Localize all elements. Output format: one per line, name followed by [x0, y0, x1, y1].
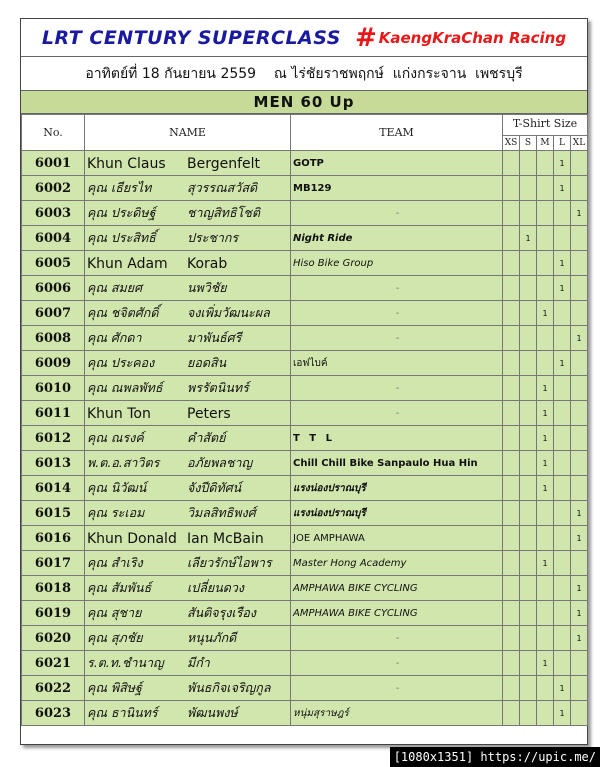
rider-team: -: [291, 651, 503, 676]
size-cell-xl: [571, 551, 588, 576]
rider-last-name: นพวิชัย: [187, 280, 227, 296]
size-cell-s: [520, 351, 537, 376]
table-row: [22, 626, 588, 651]
size-cell-m: 1: [537, 476, 554, 501]
size-cell-xs: [503, 326, 520, 351]
table-row: [22, 601, 588, 626]
rider-team: Hiso Bike Group: [291, 251, 503, 276]
size-cell-xs: [503, 376, 520, 401]
table-row: [22, 576, 588, 601]
rider-team: หนุ่มสุราษฎร์: [291, 701, 503, 726]
size-cell-m: [537, 251, 554, 276]
size-cell-s: [520, 601, 537, 626]
rider-team: แรงน่องปราณบุรี: [291, 501, 503, 526]
size-cell-xl: 1: [571, 326, 588, 351]
rider-team: เอฟไบค์: [291, 351, 503, 376]
rider-number: 6007: [22, 301, 85, 326]
rider-name: [85, 326, 291, 351]
size-cell-s: [520, 251, 537, 276]
size-cell-xs: [503, 676, 520, 701]
rider-number: 6017: [22, 551, 85, 576]
rider-team: JOE AMPHAWA: [291, 526, 503, 551]
rider-name: [85, 176, 291, 201]
rider-number: 6001: [22, 151, 85, 176]
rider-name: [85, 201, 291, 226]
rider-number: 6006: [22, 276, 85, 301]
rider-name: [85, 151, 291, 176]
size-cell-l: 1: [554, 276, 571, 301]
size-cell-l: 1: [554, 701, 571, 726]
rider-first-name: คุณ สำเริง: [87, 555, 143, 571]
size-cell-l: [554, 601, 571, 626]
size-cell-m: [537, 351, 554, 376]
rider-table: [21, 114, 588, 726]
rider-rows: [22, 151, 588, 726]
size-cell-xl: 1: [571, 601, 588, 626]
size-cell-s: 1: [520, 226, 537, 251]
rider-last-name: จงเพิ่มวัฒนะผล: [187, 305, 270, 321]
rider-first-name: Khun Adam: [87, 256, 168, 272]
rider-number: 6010: [22, 376, 85, 401]
rider-name: [85, 601, 291, 626]
rider-name: [85, 401, 291, 426]
table-row: [22, 426, 588, 451]
rider-last-name: วิมลสิทธิพงศ์: [187, 505, 256, 521]
rider-number: 6020: [22, 626, 85, 651]
size-cell-s: [520, 501, 537, 526]
table-row: [22, 701, 588, 726]
size-cell-l: [554, 476, 571, 501]
table-row: [22, 176, 588, 201]
size-cell-s: [520, 176, 537, 201]
size-cell-xs: [503, 176, 520, 201]
size-cell-m: [537, 576, 554, 601]
size-cell-m: [537, 501, 554, 526]
size-cell-m: [537, 526, 554, 551]
size-cell-l: 1: [554, 351, 571, 376]
rider-first-name: คุณ พิสิษฐ์: [87, 680, 142, 696]
rider-name: [85, 626, 291, 651]
rider-team: -: [291, 676, 503, 701]
rider-name: [85, 526, 291, 551]
rider-last-name: อภัยพลชาญ: [187, 455, 253, 471]
column-header-team: TEAM: [291, 115, 503, 151]
size-cell-m: [537, 201, 554, 226]
size-cell-l: [554, 526, 571, 551]
size-header-xs: XS: [503, 136, 520, 151]
size-cell-s: [520, 451, 537, 476]
size-cell-xs: [503, 576, 520, 601]
rider-team: -: [291, 376, 503, 401]
rider-first-name: ร.ต.ท.ชำนาญ: [87, 655, 164, 671]
size-cell-xs: [503, 451, 520, 476]
size-cell-xs: [503, 251, 520, 276]
size-cell-xs: [503, 351, 520, 376]
rider-number: 6011: [22, 401, 85, 426]
rider-team: Master Hong Academy: [291, 551, 503, 576]
size-cell-xl: [571, 176, 588, 201]
size-cell-xl: [571, 226, 588, 251]
table-row: [22, 376, 588, 401]
rider-team: AMPHAWA BIKE CYCLING: [291, 576, 503, 601]
size-cell-xs: [503, 301, 520, 326]
rider-last-name: Bergenfelt: [187, 156, 261, 172]
size-cell-xs: [503, 551, 520, 576]
rider-name: [85, 551, 291, 576]
rider-last-name: ประชากร: [187, 230, 239, 246]
size-cell-l: [554, 576, 571, 601]
size-cell-xs: [503, 701, 520, 726]
size-header-s: S: [520, 136, 537, 151]
rider-number: 6021: [22, 651, 85, 676]
table-row: [22, 551, 588, 576]
rider-first-name: คุณ ระเอม: [87, 505, 145, 521]
size-cell-xl: [571, 401, 588, 426]
table-row: [22, 651, 588, 676]
size-cell-xl: 1: [571, 626, 588, 651]
size-cell-xs: [503, 276, 520, 301]
size-cell-s: [520, 326, 537, 351]
size-header-xl: XL: [571, 136, 588, 151]
title-bar: [21, 19, 587, 57]
hashtag-symbol: #: [354, 22, 377, 53]
size-cell-xl: [571, 151, 588, 176]
rider-first-name: Khun Donald: [87, 531, 177, 547]
rider-last-name: คำสัตย์: [187, 430, 226, 446]
rider-number: 6005: [22, 251, 85, 276]
size-cell-s: [520, 401, 537, 426]
rider-first-name: คุณ สัมพันธ์: [87, 580, 152, 596]
size-cell-m: [537, 226, 554, 251]
rider-first-name: คุณ เธียรไท: [87, 180, 152, 196]
hashtag-text: KaengKraChan Racing: [378, 28, 567, 47]
table-row: [22, 276, 588, 301]
column-header-name: NAME: [85, 115, 291, 151]
rider-first-name: คุณ สุภชัย: [87, 630, 143, 646]
rider-last-name: Korab: [187, 256, 228, 272]
size-cell-xs: [503, 526, 520, 551]
rider-first-name: คุณ ประคอง: [87, 355, 155, 371]
rider-team: แรงน่องปราณบุรี: [291, 476, 503, 501]
size-cell-xl: 1: [571, 576, 588, 601]
rider-number: 6004: [22, 226, 85, 251]
event-date-location: อาทิตย์ที่ 18 กันยายน 2559 ณ ไร่ชัยราชพฤกษ์ แก่งกระจาน เพชรบุรี: [21, 57, 587, 91]
rider-number: 6014: [22, 476, 85, 501]
column-header-no: No.: [22, 115, 85, 151]
size-cell-xl: 1: [571, 501, 588, 526]
rider-first-name: คุณ ชจิตศักดิ์: [87, 305, 159, 321]
rider-last-name: พัฒนพงษ์: [187, 705, 238, 721]
table-row: [22, 326, 588, 351]
size-cell-xl: [571, 476, 588, 501]
rider-first-name: คุณ สุชาย: [87, 605, 142, 621]
category-title: MEN 60 Up: [21, 91, 587, 114]
rider-number: 6023: [22, 701, 85, 726]
size-cell-xs: [503, 151, 520, 176]
size-cell-xs: [503, 401, 520, 426]
size-cell-s: [520, 426, 537, 451]
size-cell-m: 1: [537, 301, 554, 326]
rider-team: AMPHAWA BIKE CYCLING: [291, 601, 503, 626]
rider-number: 6018: [22, 576, 85, 601]
size-cell-l: [554, 451, 571, 476]
size-cell-m: [537, 151, 554, 176]
size-cell-l: 1: [554, 251, 571, 276]
size-cell-l: [554, 426, 571, 451]
rider-team: T T L: [291, 426, 503, 451]
size-cell-xl: 1: [571, 201, 588, 226]
size-cell-xs: [503, 426, 520, 451]
size-cell-xs: [503, 626, 520, 651]
size-cell-s: [520, 201, 537, 226]
size-cell-m: [537, 176, 554, 201]
size-cell-s: [520, 651, 537, 676]
size-cell-xs: [503, 201, 520, 226]
size-cell-m: [537, 601, 554, 626]
event-title: LRT CENTURY SUPERCLASS: [41, 26, 341, 49]
rider-first-name: คุณ สมยศ: [87, 280, 143, 296]
size-cell-xs: [503, 651, 520, 676]
rider-number: 6015: [22, 501, 85, 526]
size-cell-l: 1: [554, 151, 571, 176]
rider-last-name: เปลี่ยนดวง: [187, 580, 244, 596]
rider-number: 6019: [22, 601, 85, 626]
size-cell-xs: [503, 601, 520, 626]
registration-sheet: [20, 18, 588, 745]
size-cell-m: [537, 676, 554, 701]
size-header-l: L: [554, 136, 571, 151]
rider-team: -: [291, 301, 503, 326]
table-row: [22, 676, 588, 701]
size-cell-s: [520, 376, 537, 401]
rider-team: -: [291, 401, 503, 426]
size-cell-l: 1: [554, 176, 571, 201]
rider-last-name: พรรัตนินทร์: [187, 380, 249, 396]
rider-name: [85, 451, 291, 476]
rider-team: Chill Chill Bike Sanpaulo Hua Hin: [291, 451, 503, 476]
rider-first-name: คุณ ประสิทธิ์: [87, 230, 156, 246]
size-cell-xs: [503, 501, 520, 526]
rider-last-name: ชาญสิทธิโชติ: [187, 205, 260, 221]
rider-team: -: [291, 201, 503, 226]
table-row: [22, 451, 588, 476]
size-header-m: M: [537, 136, 554, 151]
rider-last-name: มีกำ: [187, 655, 210, 671]
rider-last-name: Peters: [187, 406, 231, 422]
rider-last-name: Ian McBain: [187, 531, 264, 547]
size-cell-s: [520, 476, 537, 501]
size-cell-s: [520, 626, 537, 651]
rider-number: 6008: [22, 326, 85, 351]
rider-name: [85, 701, 291, 726]
rider-first-name: คุณ ประดิษฐ์: [87, 205, 156, 221]
size-cell-s: [520, 526, 537, 551]
rider-last-name: สันติจรุงเรือง: [187, 605, 257, 621]
size-cell-xl: [571, 701, 588, 726]
rider-number: 6013: [22, 451, 85, 476]
rider-first-name: คุณ ธานินทร์: [87, 705, 158, 721]
size-cell-xl: 1: [571, 526, 588, 551]
size-cell-xl: [571, 451, 588, 476]
size-cell-m: 1: [537, 651, 554, 676]
size-cell-xl: [571, 276, 588, 301]
rider-first-name: คุณ นิวัฒน์: [87, 480, 147, 496]
size-cell-m: [537, 701, 554, 726]
rider-team: -: [291, 276, 503, 301]
size-cell-xl: [571, 676, 588, 701]
rider-team: GOTP: [291, 151, 503, 176]
size-cell-m: 1: [537, 401, 554, 426]
rider-name: [85, 501, 291, 526]
rider-first-name: คุณ ณรงค์: [87, 430, 144, 446]
rider-number: 6012: [22, 426, 85, 451]
rider-number: 6009: [22, 351, 85, 376]
size-cell-m: [537, 326, 554, 351]
size-cell-m: [537, 276, 554, 301]
rider-number: 6016: [22, 526, 85, 551]
rider-team: Night Ride: [291, 226, 503, 251]
rider-first-name: คุณ ศักดา: [87, 330, 142, 346]
rider-first-name: Khun Claus: [87, 156, 166, 172]
size-cell-s: [520, 301, 537, 326]
size-cell-l: [554, 376, 571, 401]
size-cell-m: [537, 626, 554, 651]
rider-last-name: มาพันธ์ศรี: [187, 330, 242, 346]
size-cell-xl: [571, 376, 588, 401]
rider-last-name: จังปีดิทัศน์: [187, 480, 242, 496]
rider-name: [85, 251, 291, 276]
size-cell-l: 1: [554, 676, 571, 701]
rider-name: [85, 351, 291, 376]
rider-last-name: พันธกิจเจริญกูล: [187, 680, 271, 696]
rider-name: [85, 226, 291, 251]
table-row: [22, 201, 588, 226]
size-cell-s: [520, 551, 537, 576]
column-header-tshirt: T-Shirt Size: [503, 115, 588, 136]
size-cell-l: [554, 201, 571, 226]
rider-name: [85, 301, 291, 326]
size-cell-xl: [571, 251, 588, 276]
table-row: [22, 476, 588, 501]
size-cell-xs: [503, 476, 520, 501]
size-cell-xl: [571, 426, 588, 451]
rider-name: [85, 676, 291, 701]
size-cell-l: [554, 226, 571, 251]
table-row: [22, 351, 588, 376]
rider-name: [85, 276, 291, 301]
size-cell-l: [554, 626, 571, 651]
rider-first-name: คุณ ณพลพัทธ์: [87, 380, 163, 396]
table-row: [22, 526, 588, 551]
table-row: [22, 251, 588, 276]
rider-team: MB129: [291, 176, 503, 201]
size-cell-l: [554, 551, 571, 576]
size-cell-s: [520, 701, 537, 726]
rider-name: [85, 476, 291, 501]
table-row: [22, 401, 588, 426]
table-row: [22, 301, 588, 326]
size-cell-s: [520, 151, 537, 176]
rider-name: [85, 651, 291, 676]
size-cell-l: [554, 651, 571, 676]
size-cell-xs: [503, 226, 520, 251]
rider-number: 6022: [22, 676, 85, 701]
size-cell-s: [520, 576, 537, 601]
size-cell-m: 1: [537, 551, 554, 576]
rider-number: 6003: [22, 201, 85, 226]
size-cell-l: [554, 501, 571, 526]
size-cell-s: [520, 676, 537, 701]
size-cell-m: 1: [537, 451, 554, 476]
rider-first-name: พ.ต.อ.สาวิตร: [87, 455, 160, 471]
rider-team: -: [291, 326, 503, 351]
size-cell-xl: [571, 301, 588, 326]
rider-last-name: ยอดสิน: [187, 355, 227, 371]
size-cell-xl: [571, 651, 588, 676]
table-row: [22, 501, 588, 526]
rider-last-name: สุวรรณสวัสดิ: [187, 180, 258, 196]
table-row: [22, 151, 588, 176]
size-cell-l: [554, 401, 571, 426]
size-cell-m: 1: [537, 426, 554, 451]
rider-name: [85, 376, 291, 401]
size-cell-m: 1: [537, 376, 554, 401]
rider-last-name: เลียวรักษ์ไอพาร: [187, 555, 272, 571]
rider-number: 6002: [22, 176, 85, 201]
table-row: [22, 226, 588, 251]
size-cell-s: [520, 276, 537, 301]
rider-first-name: Khun Ton: [87, 406, 151, 422]
size-cell-l: [554, 301, 571, 326]
size-cell-l: [554, 326, 571, 351]
size-cell-xl: [571, 351, 588, 376]
rider-name: [85, 426, 291, 451]
rider-team: -: [291, 626, 503, 651]
image-source-footer: [1080x1351] https://upic.me/: [390, 747, 600, 767]
rider-last-name: หนุนภักดี: [187, 630, 237, 646]
rider-name: [85, 576, 291, 601]
